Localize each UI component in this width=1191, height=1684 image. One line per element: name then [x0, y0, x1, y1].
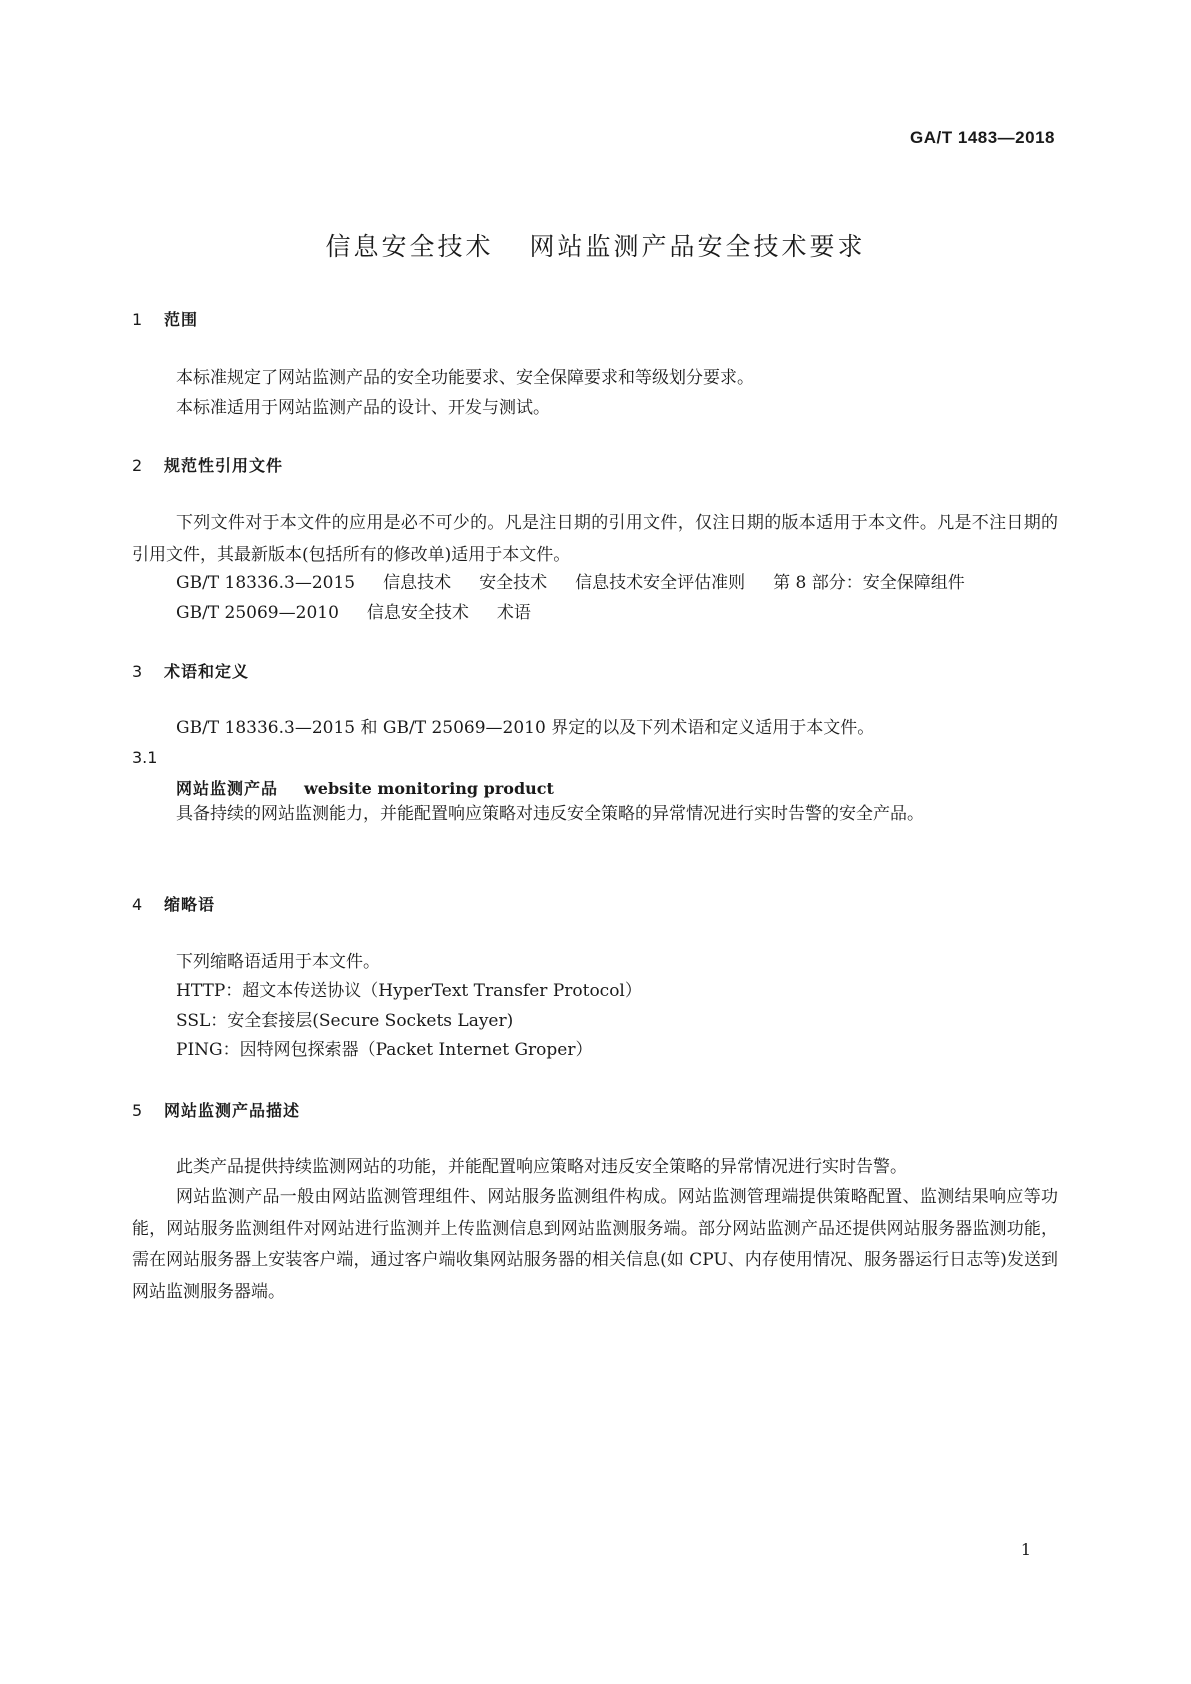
term-number: 3.1 — [132, 748, 158, 767]
abbreviation-item: PING：因特网包探索器（Packet Internet Groper） — [176, 1040, 593, 1060]
page-number: 1 — [1020, 1540, 1031, 1559]
section-title: 规范性引用文件 — [164, 456, 284, 475]
term-definition: 具备持续的网站监测能力，并能配置响应策略对违反安全策略的异常情况进行实时告警的安全产品。 — [176, 804, 924, 824]
reference-item: GB/T 18336.3—2015 信息技术 安全技术 信息技术安全评估准则 第 8 部分：安全保障组件 — [176, 573, 965, 593]
document-number: GA/T 1483—2018 — [910, 128, 1055, 147]
paragraph: 网站监测产品一般由网站监测管理组件、网站服务监测组件构成。网站监测管理端提供策略配置、监测结果响应等功能，网站服务监测组件对网站进行监测并上传监测信息到网站监测服务端。部分网站监测产品还提供网站服务器监测功能，需在网站服务器上安装客户端，通过客户端收集网站服务器的相关信息(如 CPU、内存使用情况、服务器运行日志等)发送到网站监测服务器端。 — [132, 1187, 1058, 1302]
paragraph: 此类产品提供持续监测网站的功能，并能配置响应策略对违反安全策略的异常情况进行实时告警。 — [176, 1157, 907, 1177]
section-title: 术语和定义 — [164, 662, 250, 681]
reference-item: GB/T 25069—2010 信息安全技术 术语 — [176, 603, 531, 623]
term-entry — [176, 776, 554, 799]
section-title: 缩略语 — [164, 895, 216, 914]
abbreviation-item: SSL：安全套接层(Secure Sockets Layer) — [176, 1011, 514, 1031]
abbreviation-item: HTTP：超文本传送协议（HyperText Transfer Protocol） — [176, 981, 642, 1001]
section-number: 4 — [132, 895, 144, 914]
section-2-heading — [132, 453, 283, 476]
section-title: 范围 — [164, 310, 199, 329]
section-number: 1 — [132, 310, 144, 329]
paragraph-line: 下列缩略语适用于本文件。 — [176, 952, 380, 972]
paragraph-line: GB/T 18336.3—2015 和 GB/T 25069—2010 界定的以及下列术语和定义适用于本文件。 — [176, 718, 875, 738]
section-5-heading — [132, 1098, 300, 1121]
section-3-heading — [132, 659, 249, 682]
document-title — [0, 227, 1191, 263]
section-title: 网站监测产品描述 — [164, 1101, 301, 1120]
paragraph-line: 本标准适用于网站监测产品的设计、开发与测试。 — [176, 398, 550, 418]
title-part-2: 网站监测产品安全技术要求 — [529, 232, 866, 261]
section-4-heading — [132, 892, 215, 915]
term-chinese: 网站监测产品 — [176, 779, 279, 798]
paragraph-line: 本标准规定了网站监测产品的安全功能要求、安全保障要求和等级划分要求。 — [176, 368, 754, 388]
section-number: 3 — [132, 662, 144, 681]
section-number: 5 — [132, 1101, 144, 1120]
paragraph: 下列文件对于本文件的应用是必不可少的。凡是注日期的引用文件，仅注日期的版本适用于本文件。凡是不注日期的引用文件，其最新版本(包括所有的修改单)适用于本文件。 — [132, 513, 1058, 565]
title-part-1: 信息安全技术 — [325, 232, 494, 261]
term-english: website monitoring product — [304, 779, 554, 798]
section-number: 2 — [132, 456, 144, 475]
section-1-heading — [132, 307, 198, 330]
